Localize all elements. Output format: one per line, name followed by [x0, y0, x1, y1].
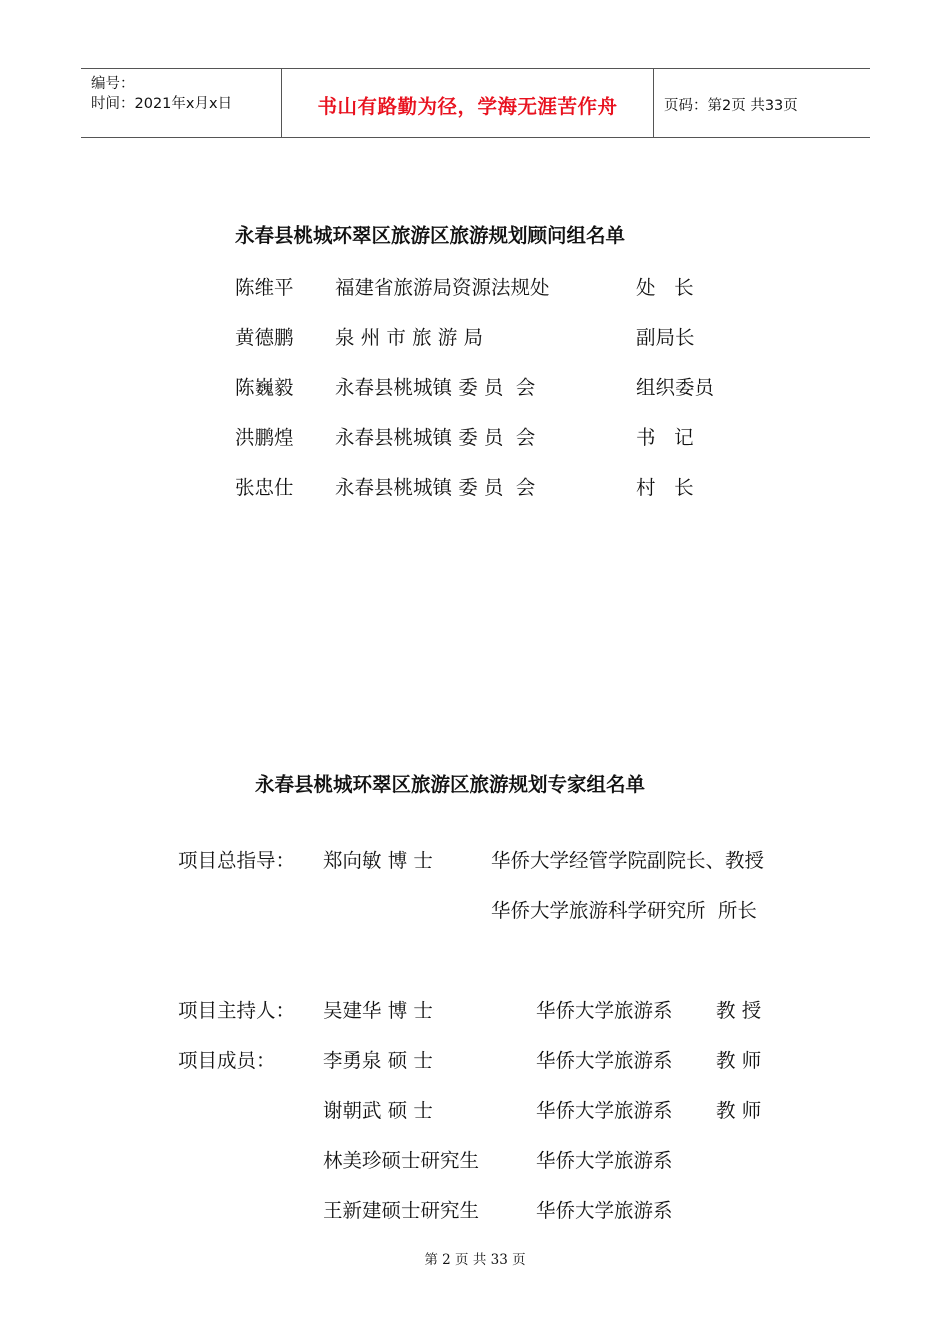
advisor-org: 永春县桃城镇 委 员 会 — [335, 426, 536, 449]
advisor-role: 村 长 — [636, 476, 694, 499]
advisor-role: 组织委员 — [636, 376, 715, 399]
advisor-role: 副局长 — [636, 326, 695, 349]
advisor-role: 书 记 — [636, 426, 694, 449]
advisor-org: 永春县桃城镇 委 员 会 — [335, 376, 536, 399]
header-motto-cell — [282, 69, 654, 137]
member-org: 华侨大学旅游系 — [536, 1049, 673, 1072]
director-name: 郑向敏 博 士 — [323, 849, 433, 872]
member-org: 华侨大学旅游系 — [536, 1149, 673, 1172]
members-label: 项目成员： — [178, 1049, 276, 1072]
host-role: 教 授 — [716, 999, 762, 1022]
host-label: 项目主持人： — [178, 999, 296, 1022]
host-name: 吴建华 博 士 — [323, 999, 433, 1022]
advisor-name: 张忠仕 — [235, 476, 294, 499]
page-footer: 第 2 页 共 33 页 — [424, 1252, 526, 1268]
advisor-name: 陈维平 — [235, 276, 294, 299]
advisor-role: 处 长 — [636, 276, 694, 299]
advisor-name: 洪鹏煌 — [235, 426, 294, 449]
advisor-org: 永春县桃城镇 委 员 会 — [335, 476, 536, 499]
member-org: 华侨大学旅游系 — [536, 1099, 673, 1122]
member-name: 王新建硕士研究生 — [323, 1199, 480, 1222]
member-name: 林美珍硕士研究生 — [323, 1149, 480, 1172]
header-meta-cell — [81, 69, 282, 137]
member-name: 谢朝武 硕 士 — [323, 1099, 433, 1122]
member-role: 教 师 — [716, 1049, 762, 1072]
member-name: 李勇泉 硕 士 — [323, 1049, 433, 1072]
document-date: 时间：2021年x月x日 — [91, 96, 233, 112]
experts-title: 永春县桃城环翠区旅游区旅游规划专家组名单 — [255, 773, 646, 796]
director-title: 华侨大学经管学院副院长、教授 — [491, 849, 765, 872]
document-number-label: 编号： — [91, 76, 135, 92]
director-title: 华侨大学旅游科学研究所 所长 — [491, 899, 757, 922]
header-page-info: 页码：第2页 共33页 — [664, 98, 798, 114]
header-motto: 书山有路勤为径，学海无涯苦作舟 — [317, 95, 618, 118]
advisor-org: 福建省旅游局资源法规处 — [335, 276, 550, 299]
advisor-name: 陈巍毅 — [235, 376, 294, 399]
director-label: 项目总指导： — [178, 849, 296, 872]
advisor-org: 泉 州 市 旅 游 局 — [335, 326, 483, 349]
advisor-name: 黄德鹏 — [235, 326, 294, 349]
member-org: 华侨大学旅游系 — [536, 1199, 673, 1222]
host-org: 华侨大学旅游系 — [536, 999, 673, 1022]
member-role: 教 师 — [716, 1099, 762, 1122]
page-header — [81, 68, 870, 138]
header-page-cell — [654, 69, 870, 137]
advisors-title: 永春县桃城环翠区旅游区旅游规划顾问组名单 — [235, 224, 626, 247]
